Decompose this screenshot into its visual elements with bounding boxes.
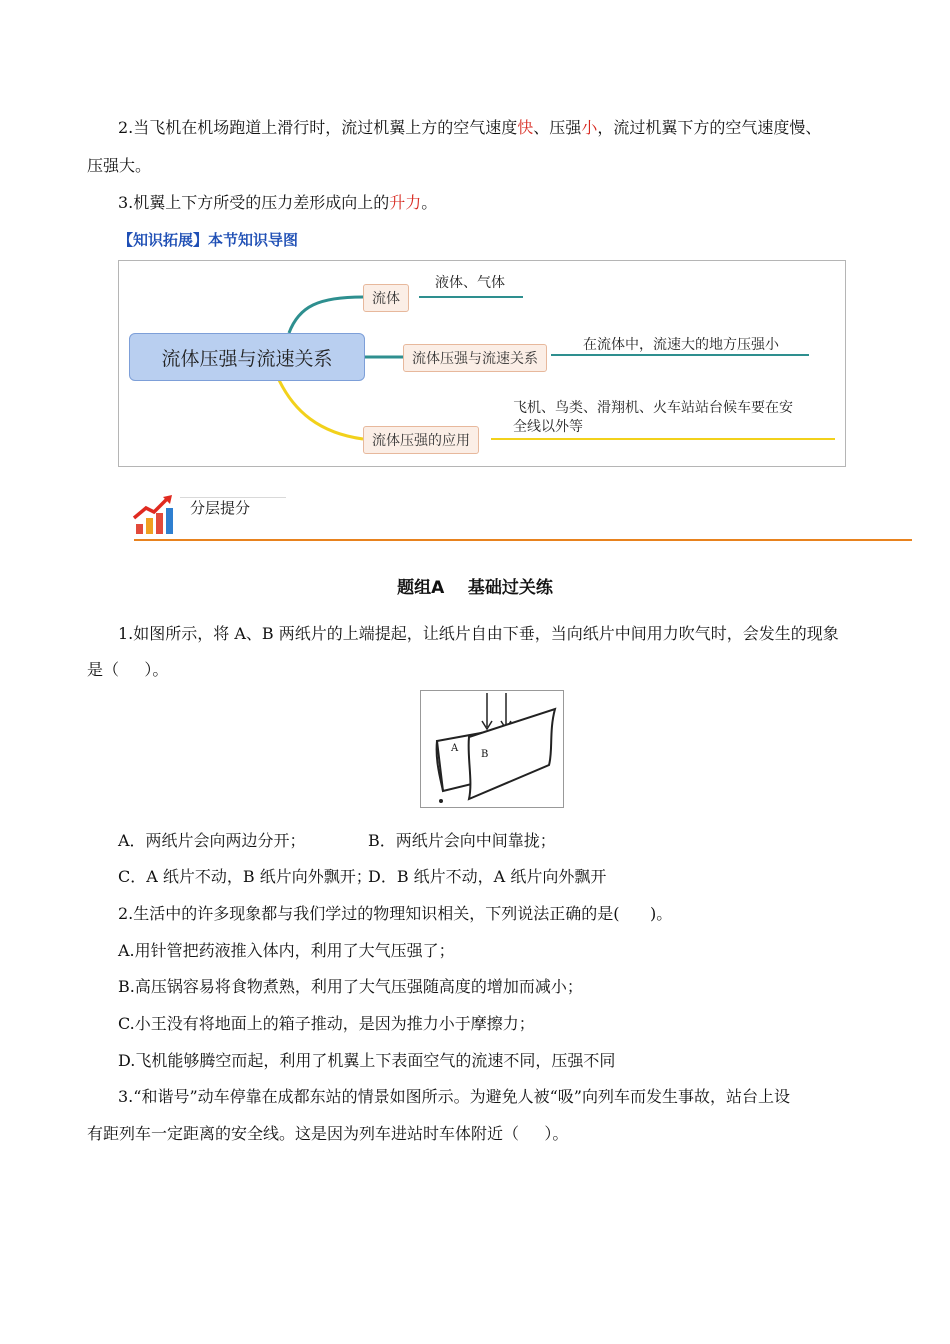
intro-item-2-mid: 、压强	[533, 118, 582, 137]
intro-item-2	[118, 118, 821, 138]
highlight-fast: 快	[517, 118, 534, 137]
highlight-small: 小	[581, 118, 598, 137]
branch-pressure-speed	[403, 344, 547, 372]
q1-figure	[420, 690, 564, 808]
leaf-fluid: 液体、气体	[435, 275, 505, 291]
q1-option-d: D．B 纸片不动，A 纸片向外飘开	[368, 867, 607, 886]
mind-map-root: 流体压强与流速关系	[129, 333, 365, 381]
q1-stem-line2: 是（ ）。	[87, 660, 169, 679]
leaf-pressure-speed: 在流体中，流速大的地方压强小	[583, 337, 779, 353]
branch-pressure-speed-label: 流体压强与流速关系	[412, 351, 538, 367]
q2-option-a: A.用针管把药液推入体内，利用了大气压强了；	[118, 941, 455, 960]
q1-option-b: B．两纸片会向中间靠拢；	[368, 831, 556, 850]
leaf-application-line2: 全线以外等	[513, 419, 583, 435]
intro-item-3	[118, 193, 437, 213]
leaf-application-line1: 飞机、鸟类、滑翔机、火车站站台候车要在安	[513, 400, 793, 416]
branch-fluid	[363, 284, 409, 312]
q2-option-c: C.小王没有将地面上的箱子推动，是因为推力小于摩擦力；	[118, 1014, 535, 1033]
branch-fluid-label: 流体	[372, 291, 400, 307]
intro-item-3-text: 3.机翼上下方所受的压力差形成向上的	[118, 193, 390, 212]
intro-item-2-line2-text: 压强大。	[87, 156, 152, 175]
q2-option-b: B.高压锅容易将食物煮熟，利用了大气压强随高度的增加而减小；	[118, 977, 583, 996]
branch-application-label: 流体压强的应用	[372, 433, 470, 449]
knowledge-heading: 【知识拓展】本节知识导图	[118, 231, 299, 249]
section-title: 分层提分	[190, 499, 251, 517]
q2-option-d: D.飞机能够腾空而起，利用了机翼上下表面空气的流速不同，压强不同	[118, 1051, 616, 1070]
intro-item-3-end: 。	[421, 193, 438, 212]
branch-application	[363, 426, 479, 454]
rising-chart-icon	[132, 494, 176, 536]
group-title: 题组A 基础过关练	[397, 578, 553, 598]
section-divider	[134, 539, 912, 541]
highlight-lift: 升力	[389, 193, 422, 212]
intro-item-2-end: ，流过机翼下方的空气速度慢、	[597, 118, 822, 137]
q3-stem-line1: 3.“和谐号”动车停靠在成都东站的情景如图所示。为避免人被“吸”向列车而发生事故，站台上设	[118, 1087, 790, 1106]
q1-option-a: A．两纸片会向两边分开；	[118, 831, 306, 850]
q3-stem-line2: 有距列车一定距离的安全线。这是因为列车进站时车体附近（ ）。	[87, 1124, 569, 1143]
q1-option-c: C．A 纸片不动，B 纸片向外飘开；	[118, 867, 372, 886]
q2-stem: 2.生活中的许多现象都与我们学过的物理知识相关，下列说法正确的是( )。	[118, 904, 673, 923]
q1-stem-line1: 1.如图所示，将 A、B 两纸片的上端提起，让纸片自由下垂，当向纸片中间用力吹气时，会发生的现象	[118, 624, 839, 643]
figure-label-a: A	[451, 743, 459, 754]
figure-label-b: B	[481, 749, 489, 760]
section-title-underline	[180, 497, 286, 498]
intro-item-2-text: 2.当飞机在机场跑道上滑行时，流过机翼上方的空气速度	[118, 118, 518, 137]
intro-item-2-line2	[87, 156, 151, 176]
mind-map	[118, 260, 846, 467]
paper-sheets-illustration	[421, 691, 563, 807]
